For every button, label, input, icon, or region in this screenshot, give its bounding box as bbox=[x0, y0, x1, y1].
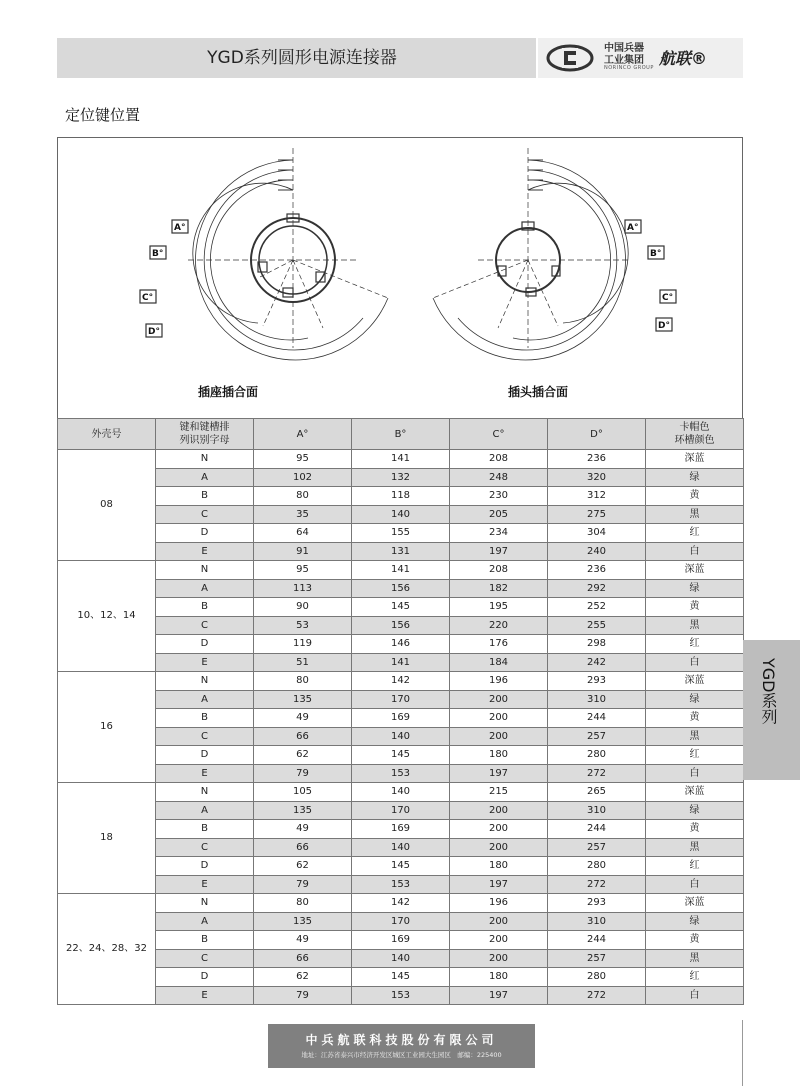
table-row bbox=[58, 949, 744, 968]
footer-company: 中兵航联科技股份有限公司 bbox=[305, 1033, 498, 1047]
angle-b-cell: 142 bbox=[352, 894, 450, 913]
angle-d-cell: 272 bbox=[548, 875, 646, 894]
angle-c-cell: 220 bbox=[450, 616, 548, 635]
angle-d-cell: 310 bbox=[548, 912, 646, 931]
angle-d-cell: 257 bbox=[548, 949, 646, 968]
header-d: D° bbox=[548, 419, 646, 450]
angle-b-cell: 141 bbox=[352, 561, 450, 580]
header-color: 卡帽色 环槽颜色 bbox=[646, 419, 744, 450]
angle-d-cell: 304 bbox=[548, 524, 646, 543]
color-cell: 红 bbox=[646, 524, 744, 543]
angle-b-cell: 155 bbox=[352, 524, 450, 543]
key-letter-cell: C bbox=[156, 838, 254, 857]
angle-b-cell: 145 bbox=[352, 857, 450, 876]
angle-a-cell: 66 bbox=[254, 727, 352, 746]
angle-c-cell: 200 bbox=[450, 801, 548, 820]
table-row bbox=[58, 635, 744, 654]
key-letter-cell: C bbox=[156, 505, 254, 524]
angle-b-cell: 145 bbox=[352, 746, 450, 765]
header-key-letter: 键和键槽排 列识别字母 bbox=[156, 419, 254, 450]
key-letter-cell: A bbox=[156, 690, 254, 709]
angle-b-cell: 146 bbox=[352, 635, 450, 654]
table-row bbox=[58, 986, 744, 1005]
table-row bbox=[58, 912, 744, 931]
color-cell: 白 bbox=[646, 875, 744, 894]
angle-a-cell: 91 bbox=[254, 542, 352, 561]
table-row bbox=[58, 894, 744, 913]
color-cell: 黑 bbox=[646, 616, 744, 635]
key-letter-cell: B bbox=[156, 820, 254, 839]
angle-b-cell: 140 bbox=[352, 949, 450, 968]
angle-c-cell: 195 bbox=[450, 598, 548, 617]
color-cell: 红 bbox=[646, 635, 744, 654]
angle-a-cell: 53 bbox=[254, 616, 352, 635]
key-letter-cell: D bbox=[156, 968, 254, 987]
angle-d-cell: 257 bbox=[548, 727, 646, 746]
key-letter-cell: B bbox=[156, 709, 254, 728]
table-row bbox=[58, 487, 744, 506]
angle-b-cell: 153 bbox=[352, 875, 450, 894]
receptacle-label-b: B° bbox=[152, 249, 164, 259]
table-row bbox=[58, 783, 744, 802]
color-cell: 深蓝 bbox=[646, 783, 744, 802]
angle-a-cell: 95 bbox=[254, 561, 352, 580]
logo bbox=[536, 38, 743, 78]
angle-b-cell: 153 bbox=[352, 764, 450, 783]
angle-a-cell: 49 bbox=[254, 931, 352, 950]
angle-a-cell: 49 bbox=[254, 709, 352, 728]
angle-d-cell: 298 bbox=[548, 635, 646, 654]
angle-a-cell: 80 bbox=[254, 894, 352, 913]
angle-b-cell: 169 bbox=[352, 931, 450, 950]
logo-group-name: 中国兵器 工业集团 bbox=[604, 43, 644, 66]
key-letter-cell: E bbox=[156, 875, 254, 894]
angle-c-cell: 197 bbox=[450, 542, 548, 561]
table-row bbox=[58, 746, 744, 765]
angle-a-cell: 62 bbox=[254, 746, 352, 765]
table-row bbox=[58, 672, 744, 691]
angle-a-cell: 35 bbox=[254, 505, 352, 524]
color-cell: 黑 bbox=[646, 505, 744, 524]
color-cell: 红 bbox=[646, 968, 744, 987]
key-letter-cell: N bbox=[156, 894, 254, 913]
color-cell: 黑 bbox=[646, 949, 744, 968]
angle-c-cell: 208 bbox=[450, 450, 548, 469]
table-row bbox=[58, 450, 744, 469]
receptacle-label-a: A° bbox=[174, 223, 186, 233]
color-cell: 绿 bbox=[646, 579, 744, 598]
angle-b-cell: 140 bbox=[352, 727, 450, 746]
angle-c-cell: 184 bbox=[450, 653, 548, 672]
angle-c-cell: 208 bbox=[450, 561, 548, 580]
angle-a-cell: 62 bbox=[254, 968, 352, 987]
footer bbox=[268, 1024, 535, 1068]
angle-d-cell: 293 bbox=[548, 672, 646, 691]
table-row bbox=[58, 598, 744, 617]
angle-d-cell: 244 bbox=[548, 931, 646, 950]
shell-size-cell: 16 bbox=[58, 672, 156, 783]
angle-c-cell: 176 bbox=[450, 635, 548, 654]
angle-a-cell: 135 bbox=[254, 801, 352, 820]
angle-a-cell: 79 bbox=[254, 986, 352, 1005]
angle-c-cell: 180 bbox=[450, 968, 548, 987]
angle-d-cell: 275 bbox=[548, 505, 646, 524]
table-row bbox=[58, 542, 744, 561]
angle-a-cell: 66 bbox=[254, 838, 352, 857]
page-title: YGD系列圆形电源连接器 bbox=[207, 48, 397, 68]
angle-d-cell: 252 bbox=[548, 598, 646, 617]
key-letter-cell: E bbox=[156, 542, 254, 561]
angle-a-cell: 135 bbox=[254, 912, 352, 931]
angle-b-cell: 169 bbox=[352, 709, 450, 728]
angle-d-cell: 240 bbox=[548, 542, 646, 561]
angle-a-cell: 49 bbox=[254, 820, 352, 839]
header-bar bbox=[57, 38, 743, 78]
angle-c-cell: 205 bbox=[450, 505, 548, 524]
plug-face-drawing bbox=[398, 148, 738, 388]
angle-d-cell: 265 bbox=[548, 783, 646, 802]
angle-c-cell: 196 bbox=[450, 894, 548, 913]
table-row bbox=[58, 801, 744, 820]
angle-b-cell: 145 bbox=[352, 968, 450, 987]
angle-a-cell: 80 bbox=[254, 672, 352, 691]
color-cell: 绿 bbox=[646, 912, 744, 931]
table-row bbox=[58, 838, 744, 857]
angle-a-cell: 79 bbox=[254, 875, 352, 894]
key-letter-cell: B bbox=[156, 931, 254, 950]
key-letter-cell: C bbox=[156, 727, 254, 746]
angle-c-cell: 234 bbox=[450, 524, 548, 543]
angle-c-cell: 230 bbox=[450, 487, 548, 506]
norinco-logo-icon bbox=[542, 38, 602, 78]
key-letter-cell: E bbox=[156, 986, 254, 1005]
header-a: A° bbox=[254, 419, 352, 450]
key-letter-cell: E bbox=[156, 764, 254, 783]
key-letter-cell: C bbox=[156, 949, 254, 968]
table-row bbox=[58, 505, 744, 524]
angle-b-cell: 156 bbox=[352, 579, 450, 598]
footer-address: 地址：江苏省泰兴市经济开发区城区工业园大生园区 邮编：225400 bbox=[301, 1051, 502, 1059]
shell-size-cell: 18 bbox=[58, 783, 156, 894]
key-letter-cell: N bbox=[156, 561, 254, 580]
table-row bbox=[58, 524, 744, 543]
angle-d-cell: 280 bbox=[548, 746, 646, 765]
angle-a-cell: 113 bbox=[254, 579, 352, 598]
angle-a-cell: 51 bbox=[254, 653, 352, 672]
angle-b-cell: 141 bbox=[352, 450, 450, 469]
page-edge-line bbox=[742, 1020, 743, 1086]
angle-c-cell: 180 bbox=[450, 857, 548, 876]
key-letter-cell: D bbox=[156, 524, 254, 543]
table-row bbox=[58, 727, 744, 746]
angle-c-cell: 200 bbox=[450, 838, 548, 857]
angle-b-cell: 170 bbox=[352, 801, 450, 820]
color-cell: 深蓝 bbox=[646, 894, 744, 913]
angle-c-cell: 182 bbox=[450, 579, 548, 598]
angle-c-cell: 197 bbox=[450, 764, 548, 783]
angle-c-cell: 215 bbox=[450, 783, 548, 802]
angle-c-cell: 196 bbox=[450, 672, 548, 691]
angle-b-cell: 170 bbox=[352, 690, 450, 709]
angle-c-cell: 197 bbox=[450, 986, 548, 1005]
key-letter-cell: A bbox=[156, 912, 254, 931]
plug-caption: 插头插合面 bbox=[508, 385, 569, 399]
angle-a-cell: 90 bbox=[254, 598, 352, 617]
angle-b-cell: 132 bbox=[352, 468, 450, 487]
table-row bbox=[58, 857, 744, 876]
angle-c-cell: 200 bbox=[450, 912, 548, 931]
shell-size-cell: 10、12、14 bbox=[58, 561, 156, 672]
table-row bbox=[58, 764, 744, 783]
angle-b-cell: 118 bbox=[352, 487, 450, 506]
color-cell: 白 bbox=[646, 986, 744, 1005]
receptacle-label-c: C° bbox=[142, 293, 154, 303]
color-cell: 深蓝 bbox=[646, 450, 744, 469]
angle-d-cell: 280 bbox=[548, 968, 646, 987]
color-cell: 黑 bbox=[646, 727, 744, 746]
color-cell: 红 bbox=[646, 857, 744, 876]
angle-c-cell: 180 bbox=[450, 746, 548, 765]
header-c: C° bbox=[450, 419, 548, 450]
angle-a-cell: 135 bbox=[254, 690, 352, 709]
table-row bbox=[58, 690, 744, 709]
angle-b-cell: 156 bbox=[352, 616, 450, 635]
key-position-diagram bbox=[57, 137, 743, 419]
angle-d-cell: 272 bbox=[548, 764, 646, 783]
angle-d-cell: 257 bbox=[548, 838, 646, 857]
angle-c-cell: 200 bbox=[450, 820, 548, 839]
key-letter-cell: N bbox=[156, 783, 254, 802]
angle-c-cell: 248 bbox=[450, 468, 548, 487]
key-letter-cell: B bbox=[156, 598, 254, 617]
angle-d-cell: 292 bbox=[548, 579, 646, 598]
angle-b-cell: 131 bbox=[352, 542, 450, 561]
key-letter-cell: N bbox=[156, 450, 254, 469]
angle-d-cell: 293 bbox=[548, 894, 646, 913]
table-header-row bbox=[58, 419, 744, 450]
angle-c-cell: 200 bbox=[450, 709, 548, 728]
key-letter-cell: D bbox=[156, 857, 254, 876]
header-shell: 外壳号 bbox=[58, 419, 156, 450]
color-cell: 黄 bbox=[646, 709, 744, 728]
color-cell: 黄 bbox=[646, 598, 744, 617]
angle-a-cell: 64 bbox=[254, 524, 352, 543]
color-cell: 绿 bbox=[646, 801, 744, 820]
key-letter-cell: A bbox=[156, 579, 254, 598]
key-letter-cell: C bbox=[156, 616, 254, 635]
angle-b-cell: 141 bbox=[352, 653, 450, 672]
table-row bbox=[58, 709, 744, 728]
angle-d-cell: 310 bbox=[548, 801, 646, 820]
series-side-tab bbox=[743, 640, 800, 780]
angle-d-cell: 280 bbox=[548, 857, 646, 876]
plug-label-c: C° bbox=[662, 293, 674, 303]
series-side-tab-label: YGD系列 bbox=[759, 658, 778, 725]
angle-b-cell: 140 bbox=[352, 838, 450, 857]
angle-d-cell: 236 bbox=[548, 450, 646, 469]
logo-group-english: NORINCO GROUP bbox=[604, 65, 654, 71]
receptacle-label-d: D° bbox=[148, 327, 160, 337]
table-row bbox=[58, 579, 744, 598]
table-row bbox=[58, 616, 744, 635]
angle-d-cell: 236 bbox=[548, 561, 646, 580]
angle-d-cell: 242 bbox=[548, 653, 646, 672]
angle-a-cell: 95 bbox=[254, 450, 352, 469]
angle-d-cell: 320 bbox=[548, 468, 646, 487]
angle-a-cell: 105 bbox=[254, 783, 352, 802]
angle-b-cell: 145 bbox=[352, 598, 450, 617]
angle-d-cell: 310 bbox=[548, 690, 646, 709]
angle-d-cell: 244 bbox=[548, 709, 646, 728]
angle-a-cell: 79 bbox=[254, 764, 352, 783]
key-letter-cell: D bbox=[156, 635, 254, 654]
color-cell: 白 bbox=[646, 542, 744, 561]
angle-c-cell: 200 bbox=[450, 949, 548, 968]
color-cell: 黄 bbox=[646, 487, 744, 506]
angle-a-cell: 66 bbox=[254, 949, 352, 968]
angle-c-cell: 200 bbox=[450, 690, 548, 709]
table-row bbox=[58, 561, 744, 580]
shell-size-cell: 08 bbox=[58, 450, 156, 561]
angle-a-cell: 102 bbox=[254, 468, 352, 487]
color-cell: 黑 bbox=[646, 838, 744, 857]
key-letter-cell: N bbox=[156, 672, 254, 691]
angle-b-cell: 153 bbox=[352, 986, 450, 1005]
key-letter-cell: A bbox=[156, 801, 254, 820]
angle-b-cell: 140 bbox=[352, 505, 450, 524]
key-letter-cell: E bbox=[156, 653, 254, 672]
color-cell: 绿 bbox=[646, 690, 744, 709]
angle-b-cell: 140 bbox=[352, 783, 450, 802]
color-cell: 绿 bbox=[646, 468, 744, 487]
color-cell: 白 bbox=[646, 653, 744, 672]
header-b: B° bbox=[352, 419, 450, 450]
table-body bbox=[58, 450, 744, 1005]
section-title: 定位键位置 bbox=[65, 106, 141, 124]
key-letter-cell: D bbox=[156, 746, 254, 765]
angle-b-cell: 170 bbox=[352, 912, 450, 931]
plug-label-b: B° bbox=[650, 249, 662, 259]
angle-a-cell: 62 bbox=[254, 857, 352, 876]
receptacle-caption: 插座插合面 bbox=[198, 385, 259, 399]
angle-b-cell: 169 bbox=[352, 820, 450, 839]
table-row bbox=[58, 820, 744, 839]
angle-b-cell: 142 bbox=[352, 672, 450, 691]
angle-d-cell: 244 bbox=[548, 820, 646, 839]
table-row bbox=[58, 653, 744, 672]
table-row bbox=[58, 875, 744, 894]
table-row bbox=[58, 468, 744, 487]
angle-d-cell: 312 bbox=[548, 487, 646, 506]
logo-brand: 航联® bbox=[659, 49, 708, 68]
angle-a-cell: 119 bbox=[254, 635, 352, 654]
key-position-table bbox=[57, 418, 744, 1005]
color-cell: 黄 bbox=[646, 820, 744, 839]
angle-d-cell: 255 bbox=[548, 616, 646, 635]
angle-d-cell: 272 bbox=[548, 986, 646, 1005]
angle-a-cell: 80 bbox=[254, 487, 352, 506]
table-row bbox=[58, 931, 744, 950]
plug-label-d: D° bbox=[658, 321, 670, 331]
angle-c-cell: 200 bbox=[450, 727, 548, 746]
angle-c-cell: 197 bbox=[450, 875, 548, 894]
color-cell: 白 bbox=[646, 764, 744, 783]
color-cell: 深蓝 bbox=[646, 672, 744, 691]
shell-size-cell: 22、24、28、32 bbox=[58, 894, 156, 1005]
plug-label-a: A° bbox=[627, 223, 639, 233]
color-cell: 深蓝 bbox=[646, 561, 744, 580]
table-row bbox=[58, 968, 744, 987]
key-letter-cell: B bbox=[156, 487, 254, 506]
color-cell: 黄 bbox=[646, 931, 744, 950]
angle-c-cell: 200 bbox=[450, 931, 548, 950]
key-letter-cell: A bbox=[156, 468, 254, 487]
color-cell: 红 bbox=[646, 746, 744, 765]
